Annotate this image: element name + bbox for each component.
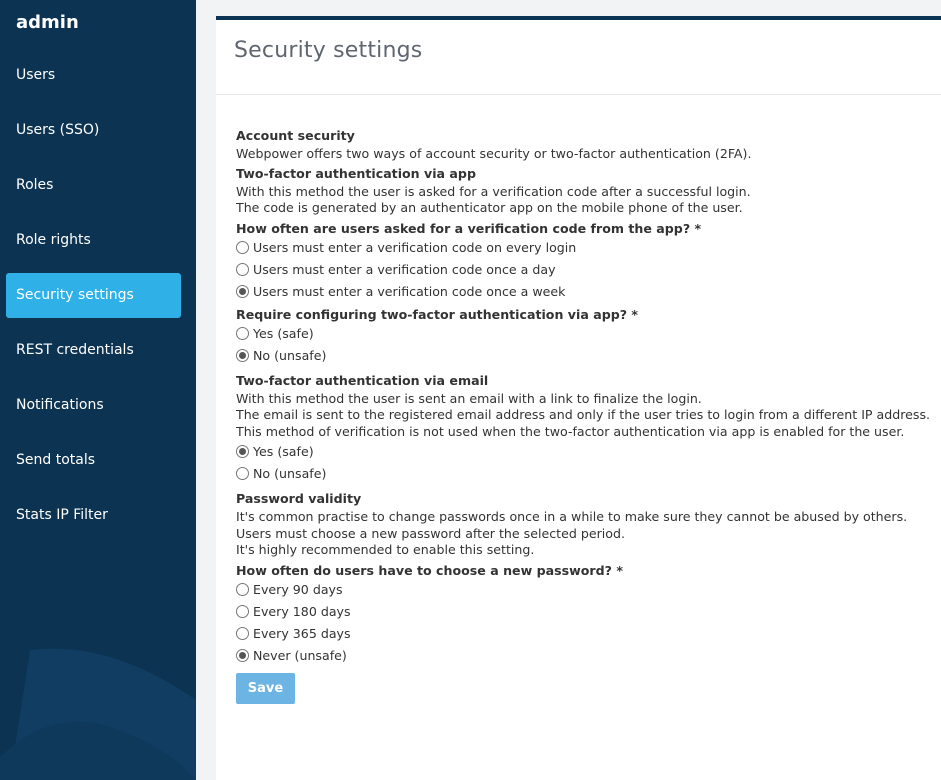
main-panel (216, 16, 941, 780)
app-2fa-require-option-yes[interactable] (236, 323, 930, 345)
sidebar-item-send-totals[interactable]: Send totals (16, 452, 96, 468)
email-2fa-description-line: With this method the user is sent an email with a link to finalize the login. (236, 390, 702, 406)
radio-label: No (unsafe) (253, 348, 327, 363)
email-2fa-heading: Two-factor authentication via email (236, 372, 489, 388)
radio-label: Yes (safe) (253, 443, 314, 459)
password-validity-description-line: Users must choose a new password after the selected period. (236, 525, 625, 541)
radio-button[interactable] (236, 327, 249, 340)
password-option-90-days[interactable] (236, 579, 930, 601)
radio-button-selected[interactable] (236, 285, 249, 298)
password-validity-description-line: It's highly recommended to enable this setting. (236, 542, 535, 557)
password-validity-question: How often do users have to choose a new password? * (236, 562, 623, 578)
password-validity-heading: Password validity (236, 491, 362, 506)
panel-header (216, 20, 941, 95)
sidebar (0, 0, 196, 780)
radio-button[interactable] (236, 583, 249, 596)
password-option-never[interactable] (236, 645, 930, 667)
sidebar-item-notifications[interactable]: Notifications (16, 397, 104, 413)
email-2fa-description-line: This method of verification is not used when the two-factor authentication via app is enabled for the user. (236, 423, 905, 439)
app-2fa-frequency-option-weekly[interactable] (236, 281, 930, 303)
radio-label: Users must enter a verification code once a week (253, 284, 566, 299)
sidebar-item-users[interactable]: Users (16, 67, 56, 83)
radio-button[interactable] (236, 263, 249, 276)
app-2fa-description-line: The code is generated by an authenticator app on the mobile phone of the user. (236, 200, 743, 215)
password-validity-description-line: It's common practise to change passwords once in a while to make sure they cannot be abused by others. (236, 509, 908, 524)
radio-button[interactable] (236, 467, 249, 480)
radio-label: Yes (safe) (253, 326, 314, 341)
password-option-180-days[interactable] (236, 601, 930, 623)
brand-title: admin (16, 12, 79, 33)
radio-label: Every 180 days (253, 604, 351, 619)
security-settings-form (236, 125, 930, 704)
sidebar-item-role-rights[interactable]: Role rights (16, 232, 91, 248)
radio-label: Never (unsafe) (253, 648, 347, 663)
account-security-heading: Account security (236, 128, 355, 143)
radio-label: Every 90 days (253, 582, 343, 597)
email-2fa-option-no[interactable] (236, 462, 930, 484)
page-title: Security settings (234, 38, 423, 63)
app-2fa-frequency-question: How often are users asked for a verification code from the app? * (236, 220, 702, 236)
app-2fa-require-question: Require configuring two-factor authentication via app? * (236, 306, 639, 322)
sidebar-item-security-settings[interactable]: Security settings (6, 273, 181, 318)
account-security-description: Webpower offers two ways of account security or two-factor authentication (2FA). (236, 146, 752, 161)
radio-button-selected[interactable] (236, 649, 249, 662)
radio-label: No (unsafe) (253, 465, 327, 481)
save-button[interactable]: Save (236, 673, 295, 704)
app-2fa-require-option-no[interactable] (236, 345, 930, 367)
app-2fa-description-line: With this method the user is asked for a verification code after a successful login. (236, 183, 751, 199)
radio-label: Every 365 days (253, 626, 351, 641)
radio-button-selected[interactable] (236, 349, 249, 362)
email-2fa-option-yes[interactable] (236, 440, 930, 462)
radio-label: Users must enter a verification code once a day (253, 262, 556, 277)
radio-button-selected[interactable] (236, 445, 249, 458)
radio-label: Users must enter a verification code on every login (253, 240, 577, 255)
radio-button[interactable] (236, 241, 249, 254)
password-option-365-days[interactable] (236, 623, 930, 645)
app-2fa-frequency-option-every-login[interactable] (236, 237, 930, 259)
app-2fa-frequency-option-daily[interactable] (236, 259, 930, 281)
radio-button[interactable] (236, 627, 249, 640)
sidebar-item-stats-ip-filter[interactable]: Stats IP Filter (16, 507, 108, 523)
app-2fa-heading: Two-factor authentication via app (236, 165, 476, 181)
sidebar-item-rest-credentials[interactable]: REST credentials (16, 342, 134, 358)
sidebar-item-roles[interactable]: Roles (16, 177, 54, 193)
sidebar-item-users-sso[interactable]: Users (SSO) (16, 122, 100, 138)
email-2fa-description-line: The email is sent to the registered email address and only if the user tries to login from a different IP address. (236, 407, 931, 422)
radio-button[interactable] (236, 605, 249, 618)
